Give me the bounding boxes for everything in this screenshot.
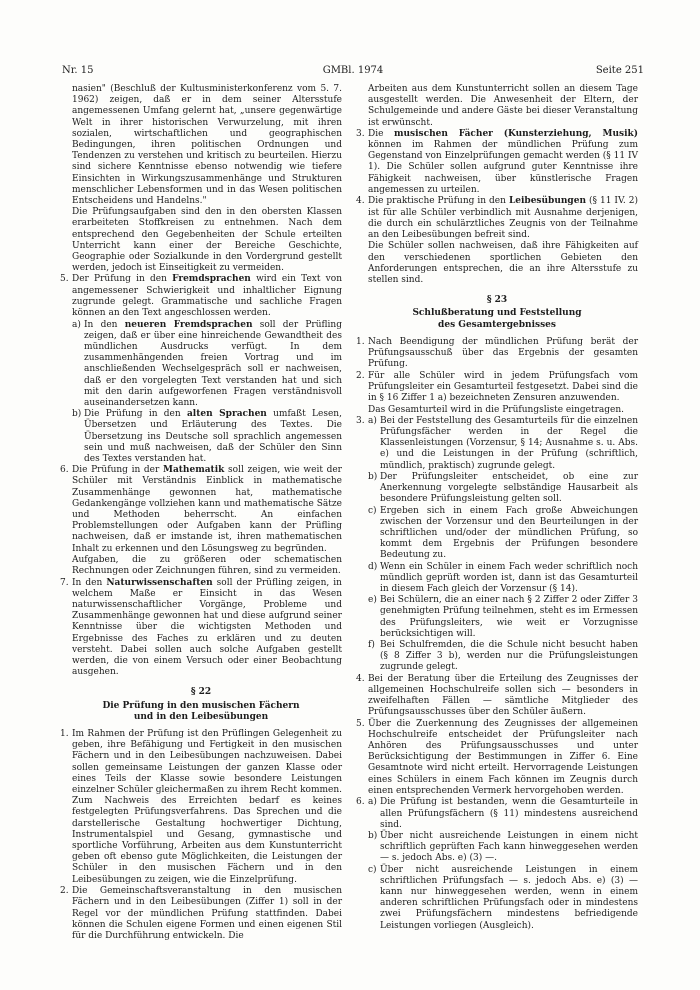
section-title-line: Die Prüfung in den musischen Fächern [102, 700, 300, 711]
sub-item-text: In den [84, 319, 118, 330]
sub-item [60, 320, 342, 410]
sub-item-text: Die Prüfung in den [84, 409, 181, 420]
item-text: Bei der Beratung über die Erteilung des Zeugnisses der allgemeinen Hochschulreife sollen sich — besonders in zweifelhaften Fällen — sämtliche Mitglieder des Prüfungsausschusses über den Schüler äußern. [368, 673, 638, 718]
sub-item-text: Bei der Feststellung des Gesamturteils für die einzelnen Prüfungsfächer werden in der Regel die Klassenleistungen (Vorzensur, § 14; Ausnahme s. u. Abs. e) und die Leistungen in der Prüfung (schriftlich, mündlich, praktisch) zugrunde gelegt. [380, 415, 638, 471]
publication-title: GMBl. 1974 [322, 65, 384, 76]
sub-item-text: Die Prüfung ist bestanden, wenn die Gesamturteile in allen Prüfungsfächern (§ 11) mindestens ausreichend sind. [380, 797, 638, 830]
sub-item-text: Über nicht ausreichende Leistungen in einem schriftlichen Prüfungsfach — s. jedoch Abs. e) (3) — kann nur hinweggesehen werden, wenn in einem anderen schriftlichen Prüfungsfach oder in mindestens zwei Prüfungsfächern mindestens befriedigende Leistungen vorliegen (Ausgleich). [380, 864, 638, 931]
section-title [60, 701, 342, 723]
item-text: Die [368, 128, 384, 139]
list-item [356, 337, 638, 371]
item-number: 3. [356, 415, 365, 426]
item-keyword: neueren Fremdsprachen [124, 319, 253, 330]
sub-item-letter: b) [72, 409, 82, 420]
sub-item-text: umfaßt Lesen, Übersetzen und Erläuterung des Textes. Die Übersetzung ins Deutsche soll sprachlich angemessen sein und muß nachweisen, daß der Schüler den Sinn des Textes verstanden hat. [84, 409, 342, 464]
item-text: Der Prüfung in den [72, 274, 167, 285]
list-item [356, 719, 638, 797]
item-number: 6. [60, 465, 69, 476]
item-number: 1. [356, 336, 365, 347]
sub-item [356, 797, 638, 831]
item-number: 6. [356, 797, 365, 808]
sub-item [356, 506, 638, 562]
item-text: Über die Zuerkennung des Zeugnisses der allgemeinen Hochschulreife entscheidet der Prüfungsleiter nach Anhören des Prüfungsausschusses und unter Berücksichtigung der Bestimmungen in Ziffer 6. Eine Gesamtnote wird nicht erteilt. Hervorragende Leistungen eines Schülers in einem Fach können im Zeugnis durch einen entsprechenden Vermerk hervorgehoben werden. [368, 718, 638, 796]
sub-item [356, 640, 638, 674]
paragraph: nasien" (Beschluß der Kultusministerkonferenz vom 5. 7. 1962) zeigen, daß er in dem seiner Altersstufe angemessenen Umfang gelernt hat, „unsere gegenwärtige Welt in ihrer historischen Verwurzelung, mit ihren sozialen, wirtschaftlichen und geographischen Bedingungen, ihren politischen Ordnungen und Tendenzen zu verstehen und kritisch zu beurteilen. Hierzu sind sichere Kenntnisse ebenso notwendig wie tiefere Einsichten in Wirkungszusammenhänge und Strukturen menschlicher Lebensformen und in das Wesen politischen Entscheidens und Handelns." [72, 84, 342, 207]
section-title-line: und in den Leibesübungen [133, 711, 269, 722]
sub-item-letter: a) [72, 319, 81, 330]
sub-item-letter: a) [368, 415, 377, 426]
sub-item-letter: e) [368, 595, 377, 606]
sub-item-text: Über nicht ausreichende Leistungen in einem nicht schriftlich geprüften Fach kann hinweggesehen werden — s. jedoch Abs. e) (3) —. [380, 830, 638, 864]
item-text: soll der Prüfling zeigen, in welchem Maße er Einsicht in das Wesen naturwissenschaftlicher Vorgänge, Probleme und Zusammenhänge gewonnen hat und diese aufgrund seiner Kenntnisse über die wichtigsten Methoden und Ergebnisse des Faches zu erklären und zu deuten versteht. Dabei sollen auch solche Aufgaben gestellt werden, die von einem Versuch oder einer Beobachtung ausgehen. [72, 577, 342, 678]
item-text: (§ 11 IV. 2) ist für alle Schüler verbindlich mit Ausnahme derjenigen, die durch ein schulärztliches Zeugnis von der Teilnahme an den Leibesübungen befreit sind. [368, 196, 638, 240]
sub-item-text: Wenn ein Schüler in einem Fach weder schriftlich noch mündlich geprüft worden ist, dann ist das Gesamturteil in diesem Fach gleich der Vorzensur (§ 14). [380, 561, 638, 594]
paragraph: Aufgaben, die zu größeren oder schematischen Rechnungen oder Zeichnungen führen, sind zu vermeiden. [72, 555, 342, 577]
item-number: 5. [60, 274, 69, 285]
paragraph: Die Prüfungsaufgaben sind den in den obersten Klassen erarbeiteten Stoffkreisen zu entnehmen. Nach dem entsprechend den Gegebenheiten der Schule erteilten Unterricht kann einer der Bereiche Geschichte, Geographie oder Sozialkunde in den Vordergrund gestellt werden, jedoch ist Einseitigkeit zu vermeiden. [72, 207, 342, 274]
sub-item [356, 416, 638, 472]
item-text: Die Prüfung in der [72, 465, 160, 476]
sub-item-text: Ergeben sich in einem Fach große Abweichungen zwischen der Vorzensur und den Beurteilungen in der schriftlichen und/oder der mündlichen Prüfung, so kommt dem Ergebnis der Prüfungen besondere Bedeutung zu. [380, 505, 638, 561]
sub-item-letter: a) [368, 797, 377, 808]
list-item [60, 578, 342, 679]
section-title-line: Schlußberatung und Feststellung [412, 308, 582, 319]
section-title-line: des Gesamtergebnisses [438, 319, 556, 330]
left-column [60, 84, 342, 942]
list-item [356, 674, 638, 719]
item-keyword: Leibesübungen [508, 196, 586, 207]
paragraph: Das Gesamturteil wird in die Prüfungsliste eingetragen. [368, 404, 624, 415]
sub-item [356, 831, 638, 865]
item-number: 1. [60, 728, 69, 739]
item-text: wird ein Text von angemessener Schwierigkeit und inhaltlicher Eignung zugrunde gelegt. Grammatische und sachliche Fragen können an den Text angeschlossen werden. [72, 274, 342, 319]
sub-item-letter: c) [368, 505, 377, 516]
list-item [60, 886, 342, 942]
item-text: Nach Beendigung der mündlichen Prüfung berät der Prüfungsausschuß über das Ergebnis der gesamten Prüfung. [368, 336, 638, 370]
list-item [356, 196, 638, 241]
sub-item-text: Bei Schulfremden, die die Schule nicht besucht haben (§ 8 Ziffer 3 b), werden nur die Prüfungsleistungen zugrunde gelegt. [380, 639, 638, 673]
item-keyword: Fremdsprachen [172, 274, 251, 285]
section-title [356, 308, 638, 330]
item-number: 4. [356, 673, 365, 684]
sub-item-letter: b) [368, 830, 378, 841]
item-number: 2. [356, 370, 365, 381]
paragraph: Arbeiten aus dem Kunstunterricht sollen an diesem Tage ausgestellt werden. Die Anwesenheit der Eltern, der Schulgemeinde und andere Gäste bei dieser Veranstaltung ist erwünscht. [368, 84, 638, 128]
page-header [62, 64, 644, 78]
item-number: 5. [356, 718, 365, 729]
item-number: 7. [60, 577, 69, 588]
sub-item-letter: f) [368, 639, 375, 650]
sub-item [60, 409, 342, 465]
item-keyword: alten Sprachen [186, 409, 267, 420]
list-item [60, 729, 342, 886]
list-item [60, 274, 342, 319]
right-column [356, 84, 638, 932]
list-item [356, 129, 638, 196]
sub-item-letter: c) [368, 864, 377, 875]
sub-item [356, 595, 638, 640]
sub-item-text: Bei Schülern, die an einer nach § 2 Ziffer 2 oder Ziffer 3 genehmigten Prüfung teilnehmen, steht es im Ermessen des Prüfungsleiters, wie weit er Vorzugnisse berücksichtigen will. [380, 595, 638, 639]
sub-item-text: Der Prüfungsleiter entscheidet, ob eine zur Anerkennung vorgelegte selbständige Hausarbeit als besondere Prüfungsleistung gelten soll. [380, 471, 638, 505]
sub-item-letter: d) [368, 561, 378, 572]
section-number: § 23 [486, 295, 508, 306]
sub-item [356, 865, 638, 932]
item-text: In den [72, 577, 103, 588]
sub-item-text: soll der Prüfling zeigen, daß er über eine hinreichende Gewandtheit des mündlichen Ausdrucks verfügt. In dem zusammenhängenden freien Vortrag und im anschließenden Wechselgespräch soll er nachweisen, daß er den vorgelegten Text verstanden hat und sich mit den darin aufgeworfenen Fragen verständnisvoll auseinandersetzen kann. [84, 319, 342, 408]
item-number: 3. [356, 128, 365, 139]
item-number: 4. [356, 196, 365, 207]
item-text: soll zeigen, wie weit der Schüler mit Verständnis Einblick in mathematische Zusammenhänge gewonnen hat, mathematische Gedankengänge vollziehen kann und mathematische Sätze und Methoden beherrscht. An einfachen Problemstellungen oder Aufgaben kann der Prüfling nachweisen, daß er imstande ist, ihren mathematischen Inhalt zu erkennen und den Lösungsweg zu begründen. [72, 465, 342, 554]
item-number: 2. [60, 886, 69, 897]
item-text: können im Rahmen der mündlichen Prüfung zum Gegenstand von Einzelprüfungen gemacht werden (§ 11 IV 1). Die Schüler sollen aufgrund guter Kenntnisse ihre Fähigkeit nachweisen, über künstlerische Fragen angemessen zu urteilen. [368, 140, 638, 195]
list-item [60, 465, 342, 555]
item-keyword: Mathematik [162, 465, 225, 476]
sub-item [356, 472, 638, 506]
item-text: Für alle Schüler wird in jedem Prüfungsfach vom Prüfungsleiter ein Gesamturteil festgesetzt. Dabei sind die in § 16 Ziffer 1 a) bezeichneten Zensuren anzuwenden. [368, 370, 638, 404]
sub-item-letter: b) [368, 471, 378, 482]
item-text: Die praktische Prüfung in den [368, 196, 506, 207]
page-number: Seite 251 [595, 65, 644, 76]
list-item [356, 371, 638, 405]
issue-number: Nr. 15 [62, 65, 94, 76]
item-keyword: Naturwissenschaften [106, 577, 213, 588]
item-text: Im Rahmen der Prüfung ist den Prüflingen Gelegenheit zu geben, ihre Befähigung und Fertigkeit in den musischen Fächern und in den Leibesübungen nachzuweisen. Dabei sollen gemeinsame Leistungen der ganzen Klasse oder eines Teils der Klasse sowie besondere Leistungen einzelner Schüler gleichermaßen zu ihrem Recht kommen. Zum Nachweis des Erreichten bedarf es keines festgelegten Prüfungsverfahrens. Das Sprechen und die darstellerische Gestaltung hochwertiger Dichtung, Instrumentalspiel und Gesang, gymnastische und sportliche Vorführung, Arbeiten aus dem Kunstunterricht geben oft ebenso gute Möglichkeiten, die Leistungen der Schüler in den musischen Fächern und in den Leibesübungen zu zeigen, wie die Einzelprüfung. [72, 728, 342, 885]
section-number: § 22 [190, 687, 212, 698]
sub-item [356, 562, 638, 596]
item-text: Die Gemeinschaftsveranstaltung in den musischen Fächern und in den Leibesübungen (Ziffer 1) soll in der Regel vor der mündlichen Prüfung stattfinden. Dabei können die Schulen eigene Formen und einen eigenen Stil für die Durchführung entwickeln. Die [72, 886, 342, 941]
paragraph: Die Schüler sollen nachweisen, daß ihre Fähigkeiten auf den verschiedenen sportlichen Gebieten den Anforderungen entsprechen, die an ihre Altersstufe zu stellen sind. [368, 241, 638, 286]
item-keyword: musischen Fächer (Kunsterziehung, Musik) [393, 128, 638, 139]
